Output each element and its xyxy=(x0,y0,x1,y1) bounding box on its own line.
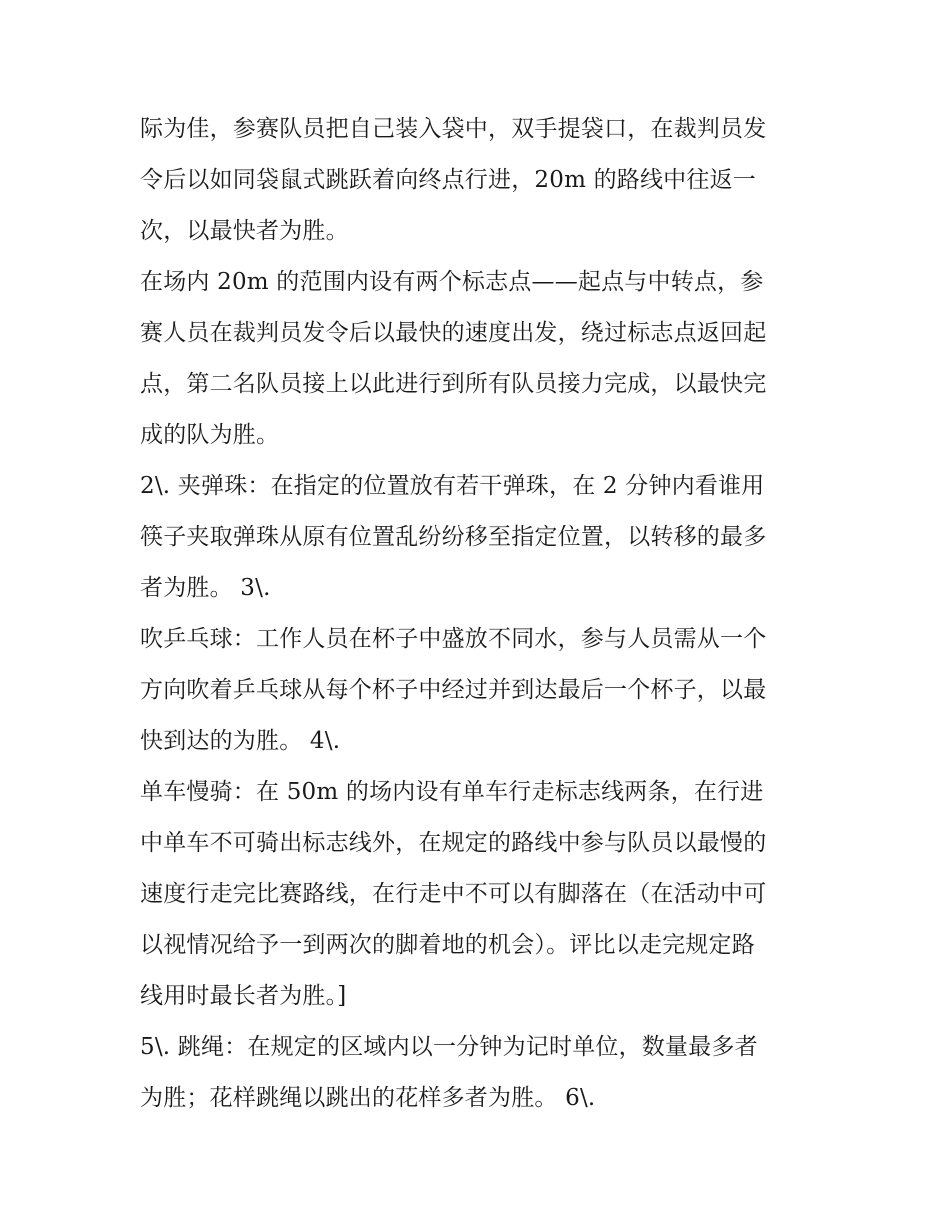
text-line: 际为佳，参赛队员把自己装入袋中，双手提袋口，在裁判员发 xyxy=(140,116,767,142)
text-line: 筷子夹取弹珠从原有位置乱纷纷移至指定位置，以转移的最多 xyxy=(140,524,767,550)
text-line: 者为胜。 3\. xyxy=(140,575,271,601)
text-line: 令后以如同袋鼠式跳跃着向终点行进，20m 的路线中往返一 xyxy=(140,167,756,193)
text-line: 赛人员在裁判员发令后以最快的速度出发，绕过标志点返回起 xyxy=(140,320,767,346)
text-line: 成的队为胜。 xyxy=(140,422,280,448)
text-line: 次，以最快者为胜。 xyxy=(140,218,349,244)
text-line: 线用时最长者为胜。] xyxy=(140,983,347,1009)
text-line: 方向吹着乒乓球从每个杯子中经过并到达最后一个杯子，以最 xyxy=(140,677,767,703)
text-line: 速度行走完比赛路线，在行走中不可以有脚落在（在活动中可 xyxy=(140,881,767,907)
text-line: 为胜；花样跳绳以跳出的花样多者为胜。 6\. xyxy=(140,1085,596,1111)
text-line: 在场内 20m 的范围内设有两个标志点——起点与中转点，参 xyxy=(140,269,764,295)
text-line: 吹乒乓球：工作人员在杯子中盛放不同水，参与人员需从一个 xyxy=(140,626,767,652)
text-line: 点，第二名队员接上以此进行到所有队员接力完成，以最快完 xyxy=(140,371,767,397)
document-body xyxy=(140,104,820,1124)
text-line: 快到达的为胜。 4\. xyxy=(140,728,341,754)
text-line: 以视情况给予一到两次的脚着地的机会）。评比以走完规定路 xyxy=(140,932,755,958)
text-line: 中单车不可骑出标志线外，在规定的路线中参与队员以最慢的 xyxy=(140,830,767,856)
text-line: 2\. 夹弹珠：在指定的位置放有若干弹珠，在 2 分钟内看谁用 xyxy=(140,473,765,499)
text-line: 5\. 跳绳：在规定的区域内以一分钟为记时单位，数量最多者 xyxy=(140,1034,758,1060)
text-line: 单车慢骑：在 50m 的场内设有单车行走标志线两条，在行进 xyxy=(140,779,764,805)
